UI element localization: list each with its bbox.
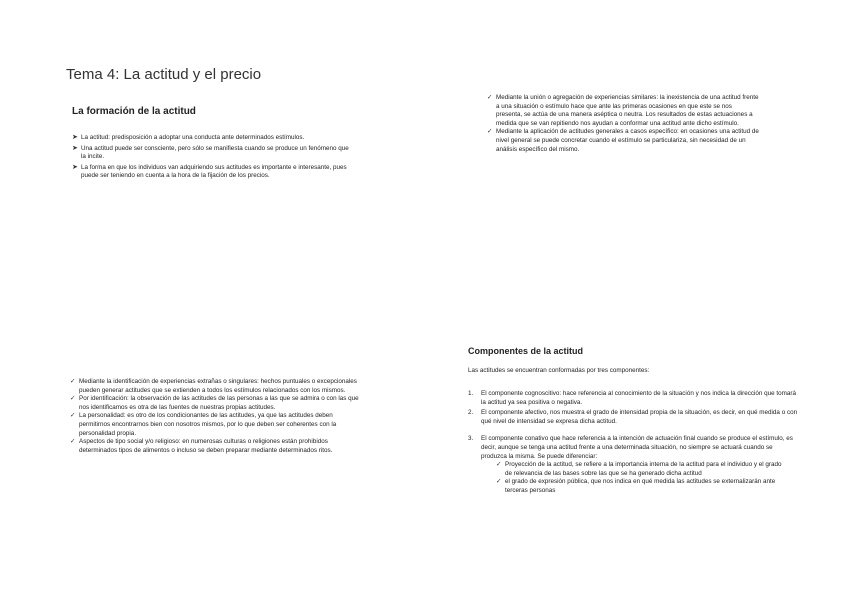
list-item: ✓ Aspectos de tipo social y/o religioso: en numerosas culturas o religiones están prohibidos determinados tipos de alimentos o incluso se deben preparar mediante determinados ritos. bbox=[70, 438, 333, 454]
list-item: 3. El componente conativo que hace referencia a la intención de actuación final cuando se produce el estímulo, es decir, aunque se tenga una actitud frente a una determinada situación, no siempre se actuará cuando se produzca la misma. Se puede diferenciar: bbox=[468, 435, 793, 460]
componentes-list bbox=[468, 390, 798, 496]
componentes-title: Componentes de la actitud bbox=[468, 346, 584, 356]
list-item: ✓ Mediante la identificación de experiencias extrañas o singulares: hechos puntuales o excepcionales pueden generar actitudes que se extienden a todos los estímulos relacionados con los mismos. bbox=[70, 378, 357, 394]
list-item: ✓ el grado de expresión pública, que nos indica en qué medida las actitudes se externalizarán ante terceras personas bbox=[496, 478, 776, 494]
check-icon: ✓ bbox=[70, 378, 76, 385]
check-icon: ✓ bbox=[70, 412, 76, 420]
componentes-intro: Las actitudes se encuentran conformadas por tres componentes: bbox=[468, 367, 650, 374]
more-checks bbox=[70, 378, 360, 455]
list-item: ➤ La forma en que los individuos van adquiriendo sus actitudes es importante e interesante, pues puede ser teniendo en cuenta a la hora de la fijación de los precios. bbox=[72, 163, 347, 180]
list-item: 2. El componente afectivo, nos muestra el grado de intensidad propia de la situación, es decir, en qué medida o con qué nivel de intensidad se expresa dicha actitud. bbox=[468, 409, 798, 425]
list-item: ✓ Mediante la aplicación de actitudes generales a casos específico: en ocasiones una actitud de nivel general se puede concretar cuando el estímulo se particulariza, sin necesidad de un análisis específico del mismo. bbox=[487, 128, 759, 153]
list-item: ✓ Mediante la unión o agregación de experiencias similares: la inexistencia de una actitud frente a una situación o estímulo hace que ante las primeras ocasiones en que este se nos presenta, se actúa de una manera aséptica o neutra. Los resultados de estas actuaciones a medida que se van repitiendo nos ayudan a conformar una actitud ante dicho estímulo. bbox=[487, 94, 759, 127]
check-icon: ✓ bbox=[496, 478, 502, 486]
arrow-bullet-icon: ➤ bbox=[72, 144, 78, 152]
check-icon: ✓ bbox=[70, 395, 76, 403]
check-icon: ✓ bbox=[496, 461, 502, 469]
sub-list bbox=[468, 461, 798, 495]
list-item: ➤ Una actitud puede ser consciente, pero sólo se manifiesta cuando se produce un fenómeno que la incite. bbox=[72, 144, 349, 161]
list-item: ✓ Por identificación: la observación de las actitudes de las personas a las que se admira o con las que nos identificamos es otra de las fuentes de nuestras propias actitudes. bbox=[70, 395, 359, 411]
arrow-bullet-icon: ➤ bbox=[72, 163, 78, 171]
list-item: ➤ La actitud: predisposición a adoptar una conducta ante determinados estímulos. bbox=[72, 134, 305, 141]
formacion-title: La formación de la actitud bbox=[72, 106, 196, 117]
list-item: 1. El componente cognoscitivo: hace referencia al conocimiento de la situación y nos indica la dirección que tomará la actitud ya sea positiva o negativa. bbox=[468, 390, 797, 406]
list-item: ✓ La personalidad: es otro de los condicionantes de las actitudes, ya que las actitudes deben permitirnos encontrarnos bien con nosotros mismos, por lo que deben ser coherentes con la personalidad propia. bbox=[70, 412, 337, 437]
formacion-bullets bbox=[72, 134, 350, 181]
check-icon: ✓ bbox=[70, 438, 76, 446]
list-item: ✓ Proyección de la actitud, se refiere a la importancia interna de la actitud para el individuo y el grado de relevancia de las bases sobre las que se ha generado dicha actitud bbox=[496, 461, 782, 477]
arrow-bullet-icon: ➤ bbox=[72, 134, 78, 141]
check-icon: ✓ bbox=[487, 94, 493, 101]
formacion-checks bbox=[487, 94, 759, 154]
page-title: Tema 4: La actitud y el precio bbox=[66, 66, 262, 83]
check-icon: ✓ bbox=[487, 128, 493, 136]
